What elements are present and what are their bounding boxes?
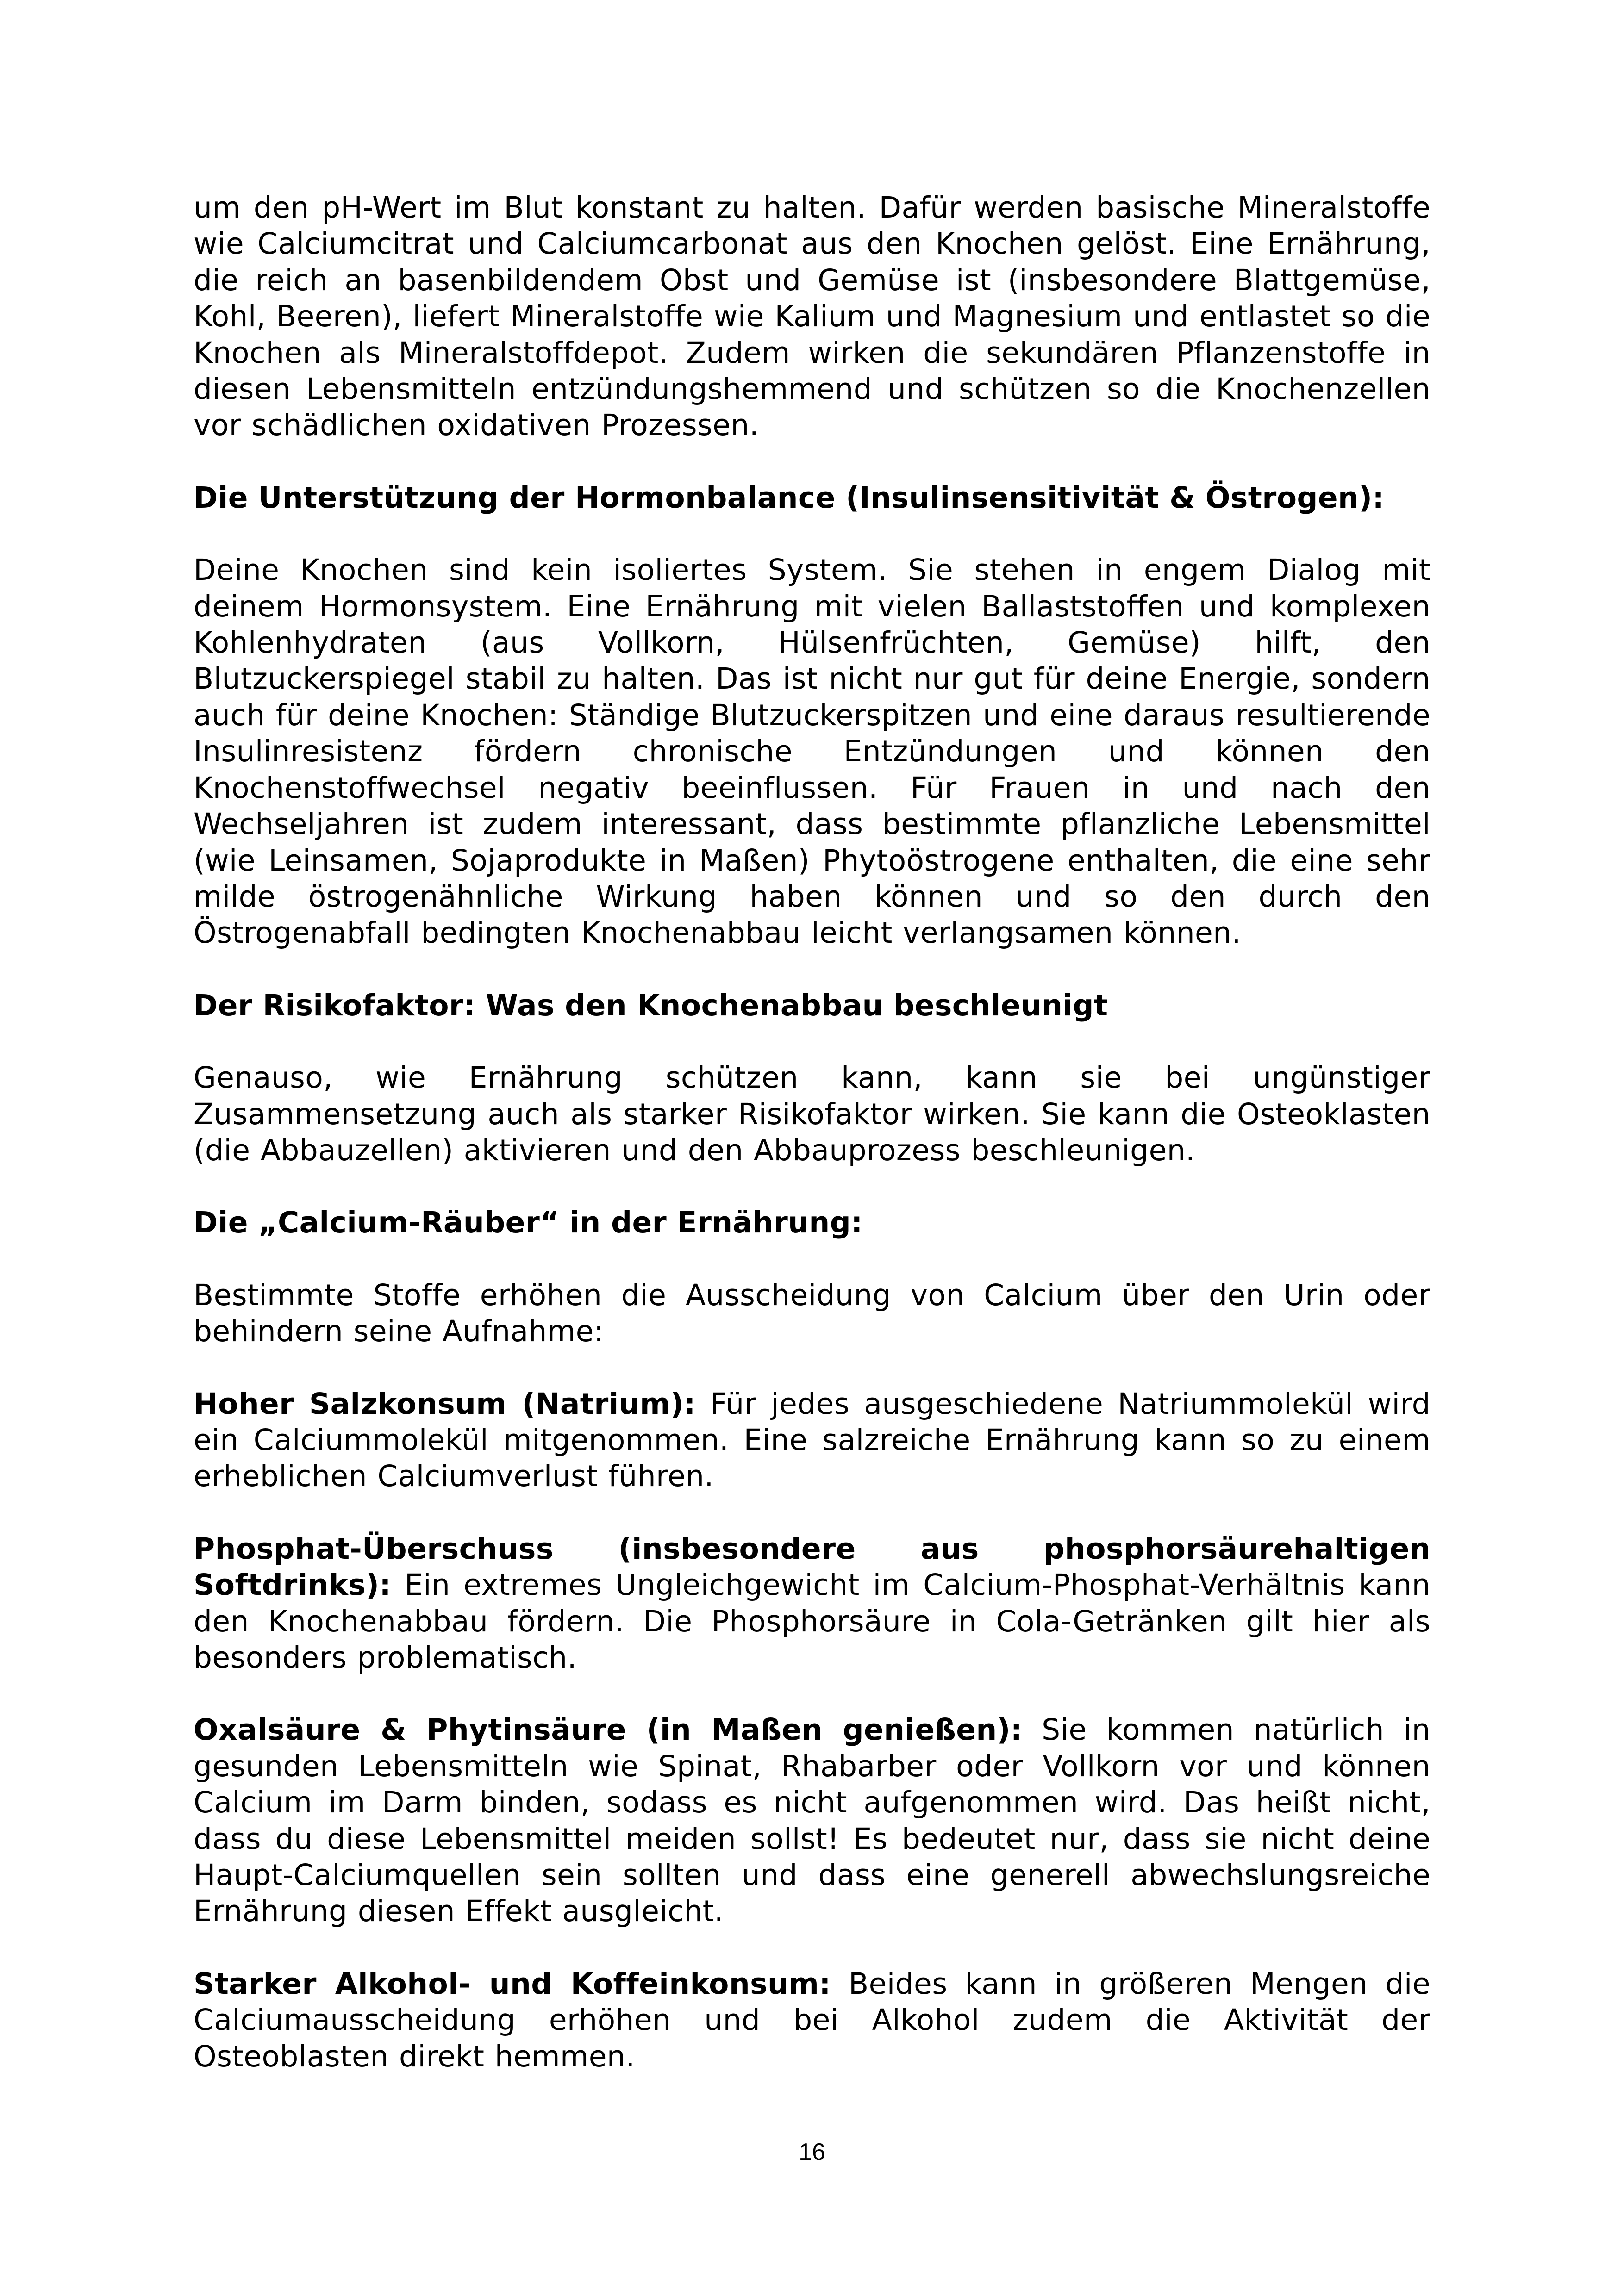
lead-salt: Hoher Salzkonsum (Natrium): [194, 1387, 696, 1421]
text-phosphate: Ein extremes Ungleichgewicht im Calcium-Phosphat-Verhältnis kann den Knochenabbau fördern. Die Phosphorsäure in Cola-Getränken gilt hier als besonders problematisch. [194, 1568, 1430, 1674]
paragraph-salt [194, 1386, 1430, 1495]
page-number: 16 [799, 2139, 825, 2165]
heading-risk-factor: Der Risikofaktor: Was den Knochenabbau beschleunigt [194, 988, 1108, 1022]
text-alcohol-caffeine: Beides kann in größeren Mengen die Calciumausscheidung erhöhen und bei Alkohol zudem die Aktivität der Osteoblasten direkt hemmen. [194, 1966, 1430, 2073]
document-page [194, 190, 1430, 2111]
paragraph-hormone-system: Deine Knochen sind kein isoliertes System. Sie stehen in engem Dialog mit deinem Hormonsystem. Eine Ernährung mit vielen Ballaststoffen und komplexen Kohlenhydraten (aus Vollkorn, Hülsenfrüchten, Gemüse) hilft, den Blutzuckerspiegel stabil zu halten. Das ist nicht nur gut für deine Energie, sondern auch für deine Knochen: Ständige Blutzuckerspitzen und eine daraus resultierende Insulinresistenz fördern chronische Entzündungen und können den Knochenstoffwechsel negativ beeinflussen. Für Frauen in und nach den Wechseljahren ist zudem interessant, dass bestimmte pflanzliche Lebensmittel (wie Leinsamen, Sojaprodukte in Maßen) Phytoöstrogene enthalten, die eine sehr milde östrogenähnliche Wirkung haben können und so den durch den Östrogenabfall bedingten Knochenabbau leicht verlangsamen können. [194, 553, 1430, 950]
paragraph-alcohol-caffeine [194, 1966, 1430, 2075]
lead-alcohol-caffeine: Starker Alkohol- und Koffeinkonsum: [194, 1966, 831, 2001]
text-oxalic-acid: Sie kommen natürlich in gesunden Lebensmitteln wie Spinat, Rhabarber oder Vollkorn vor und können Calcium im Darm binden, sodass es nicht aufgenommen wird. Das heißt nicht, dass du diese Lebensmittel meiden sollst! Es bedeutet nur, dass sie nicht deine Haupt-Calciumquellen sein sollten und dass eine generell abwechslungsreiche Ernährung diesen Effekt ausgleicht. [194, 1713, 1430, 1929]
paragraph-calcium-robbers-intro: Bestimmte Stoffe erhöhen die Ausscheidung von Calcium über den Urin oder behindern seine Aufnahme: [194, 1278, 1430, 1349]
lead-phosphate: Phosphat-Überschuss (insbesondere aus phosphorsäurehaltigen Softdrinks): [194, 1531, 1430, 1602]
heading-hormone-balance: Die Unterstützung der Hormonbalance (Insulinsensitivität & Östrogen): [194, 480, 1385, 515]
lead-oxalic-acid: Oxalsäure & Phytinsäure (in Maßen genießen): [194, 1713, 1023, 1747]
paragraph-risk-factor: Genauso, wie Ernährung schützen kann, kann sie bei ungünstiger Zusammensetzung auch als starker Risikofaktor wirken. Sie kann die Osteoklasten (die Abbauzellen) aktivieren und den Abbauprozess beschleunigen. [194, 1061, 1430, 1167]
paragraph-ph-balance: um den pH-Wert im Blut konstant zu halten. Dafür werden basische Mineralstoffe wie Calciumcitrat und Calciumcarbonat aus den Knochen gelöst. Eine Ernährung, die reich an basenbildendem Obst und Gemüse ist (insbesondere Blattgemüse, Kohl, Beeren), liefert Mineralstoffe wie Kalium und Magnesium und entlastet so die Knochen als Mineralstoffdepot. Zudem wirken die sekundären Pflanzenstoffe in diesen Lebensmitteln entzündungshemmend und schützen so die Knochenzellen vor schädlichen oxidativen Prozessen. [194, 191, 1430, 442]
paragraph-phosphate [194, 1531, 1430, 1676]
paragraph-oxalic-acid [194, 1712, 1430, 1929]
text-salt: Für jedes ausgeschiedene Natriummolekül wird ein Calciummolekül mitgenommen. Eine salzreiche Ernährung kann so zu einem erheblichen Calciumverlust führen. [194, 1387, 1430, 1493]
heading-calcium-robbers: Die „Calcium-Räuber“ in der Ernährung: [194, 1206, 863, 1240]
